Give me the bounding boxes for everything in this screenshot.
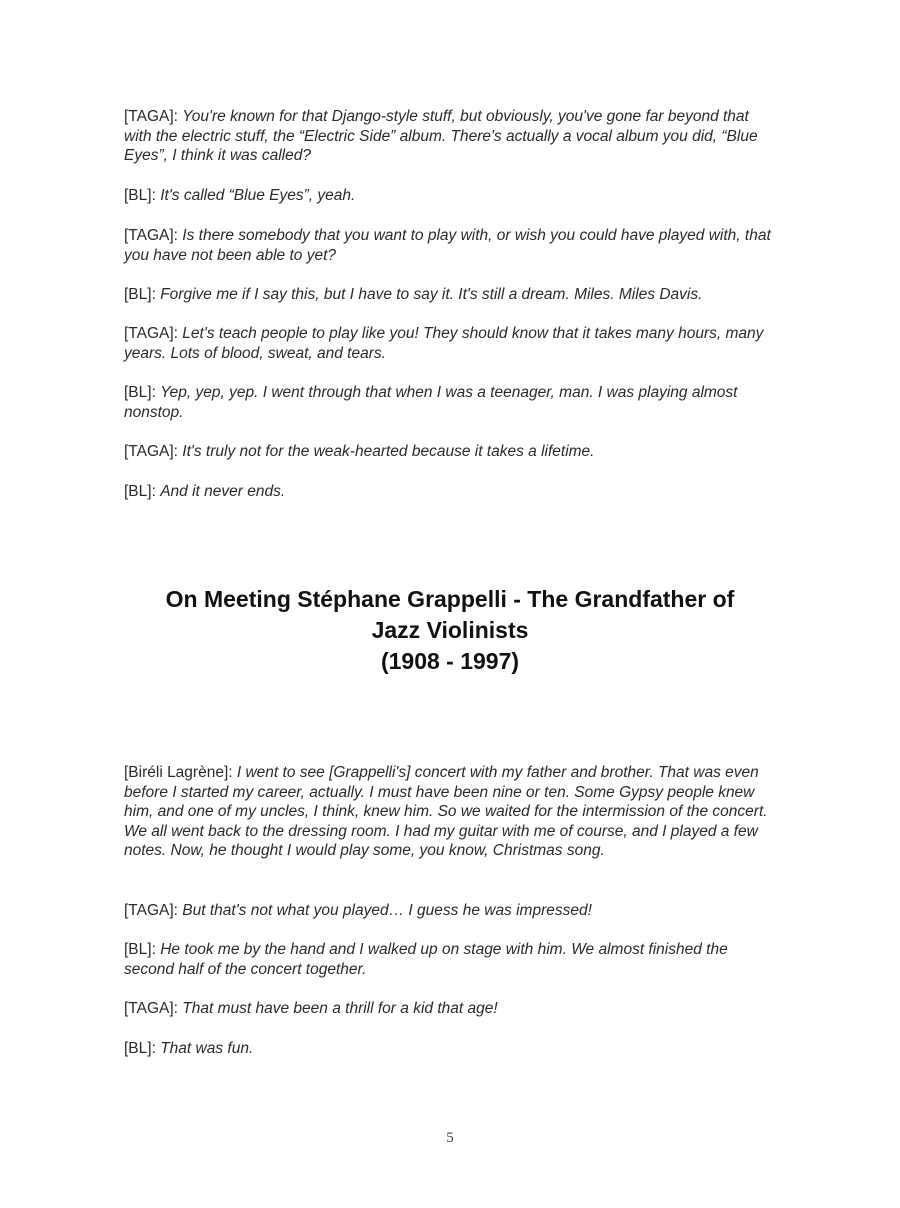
speaker-label: [TAGA]: — [124, 325, 178, 342]
interview-paragraph — [124, 186, 774, 206]
speech-text: And it never ends. — [160, 483, 286, 500]
interview-paragraph — [124, 901, 774, 921]
speech-text: Forgive me if I say this, but I have to say it. It's still a dream. Miles. Miles Davis. — [160, 286, 703, 303]
interview-paragraph — [124, 383, 774, 422]
heading-line: On Meeting Stéphane Grappelli - The Grandfather of — [165, 586, 735, 612]
heading-line: Jazz Violinists — [371, 617, 529, 643]
interview-paragraph — [124, 763, 774, 861]
page-number: 5 — [446, 1130, 454, 1146]
speaker-label: [TAGA]: — [124, 1000, 178, 1017]
interview-paragraph — [124, 940, 774, 979]
speech-text: You're known for that Django-style stuff, but obviously, you've gone far beyond that with the electric stuff, the “Electric Side” album. There's actually a vocal album you did, “Blue Eyes”, I think it was called? — [124, 108, 758, 165]
speaker-label: [BL]: — [124, 286, 156, 303]
speaker-label: [TAGA]: — [124, 108, 178, 125]
speaker-label: [TAGA]: — [124, 902, 178, 919]
speaker-label: [TAGA]: — [124, 227, 178, 244]
interview-paragraph — [124, 442, 774, 462]
speech-text: It's truly not for the weak-hearted because it takes a lifetime. — [182, 443, 595, 460]
interview-paragraph — [124, 1039, 774, 1059]
speech-text: That must have been a thrill for a kid that age! — [182, 1000, 498, 1017]
interview-paragraph — [124, 482, 774, 502]
heading-years: (1908 - 1997) — [380, 648, 520, 674]
interview-paragraph — [124, 226, 774, 265]
speech-text: Is there somebody that you want to play with, or wish you could have played with, that you have not been able to yet? — [124, 227, 771, 264]
speaker-label: [BL]: — [124, 1040, 156, 1057]
speaker-label: [BL]: — [124, 187, 156, 204]
speech-text: Let's teach people to play like you! They should know that it takes many hours, many years. Lots of blood, sweat, and tears. — [124, 325, 764, 362]
interview-paragraph — [124, 999, 774, 1019]
interview-paragraph — [124, 285, 774, 305]
speaker-label: [BL]: — [124, 941, 156, 958]
speaker-label: [TAGA]: — [124, 443, 178, 460]
interview-paragraph — [124, 107, 774, 166]
speech-text: It's called “Blue Eyes”, yeah. — [160, 187, 356, 204]
section-heading — [100, 584, 800, 677]
speech-text: I went to see [Grappelli's] concert with my father and brother. That was even before I started my career, actually. I must have been nine or ten. Some Gypsy people knew him, and one of my uncles, I think, knew him. So we waited for the intermission of the concert. We all went back to the dressing room. I had my guitar with me of course, and I played a few notes. Now, he thought I would play some, you know, Christmas song. — [124, 764, 768, 860]
speech-text: Yep, yep, yep. I went through that when I was a teenager, man. I was playing almost nonstop. — [124, 384, 738, 421]
speech-text: But that's not what you played… I guess he was impressed! — [182, 902, 592, 919]
speaker-label: [BL]: — [124, 384, 156, 401]
speech-text: He took me by the hand and I walked up on stage with him. We almost finished the second half of the concert together. — [124, 941, 728, 978]
speaker-label: [Biréli Lagrène]: — [124, 764, 233, 781]
speaker-label: [BL]: — [124, 483, 156, 500]
speech-text: That was fun. — [160, 1040, 254, 1057]
interview-paragraph — [124, 324, 774, 363]
